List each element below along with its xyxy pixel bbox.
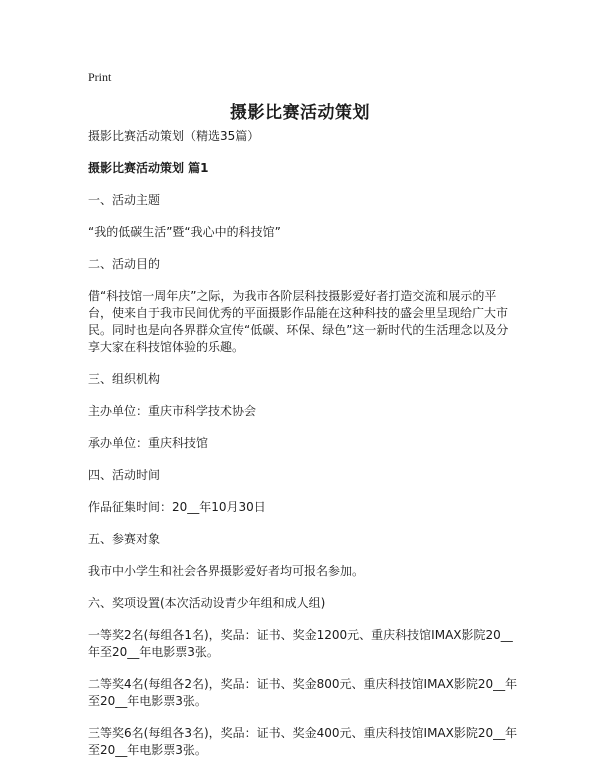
section-text: “我的低碳生活”暨“我心中的科技馆” (88, 225, 281, 239)
section-title: 四、活动时间 (88, 468, 161, 482)
section-text: 借“科技馆一周年庆”之际，为我市各阶层科技摄影爱好者打造交流和展示的平台，使来自于我市民间优秀的平面摄影作品能在这种科技的盛会里呈现给广大市民。同时也是向各界群众宣传“低碳、环保、绿色”这一新时代的生活理念以及分享大家在科技馆体验的乐趣。 (88, 289, 509, 354)
article-heading: 摄影比赛活动策划 篇1 (88, 161, 209, 175)
prize-second: 二等奖4名(每组各2名)，奖品：证书、奖金800元、重庆科技馆IMAX影院20__年至20__年电影票3张。 (88, 677, 518, 708)
organizer-text: 主办单位：重庆市科学技术协会 (88, 404, 257, 418)
section-title: 五、参赛对象 (88, 532, 161, 546)
section-title: 六、奖项设置(本次活动设青少年组和成人组) (88, 596, 326, 610)
page-title: 摄影比赛活动策划 (230, 103, 370, 123)
print-label[interactable]: Print (88, 70, 112, 84)
section-title: 二、活动目的 (88, 257, 161, 271)
deadline-text: 作品征集时间：20__年10月30日 (88, 500, 266, 514)
co-organizer-text: 承办单位：重庆科技馆 (88, 436, 209, 450)
prize-third: 三等奖6名(每组各3名)，奖品：证书、奖金400元、重庆科技馆IMAX影院20__年至20__年电影票3张。 (88, 726, 518, 757)
participants-text: 我市中小学生和社会各界摄影爱好者均可报名参加。 (88, 564, 365, 578)
section-title: 一、活动主题 (88, 193, 161, 207)
subtitle: 摄影比赛活动策划（精选35篇） (88, 129, 260, 143)
prize-first: 一等奖2名(每组各1名)，奖品：证书、奖金1200元、重庆科技馆IMAX影院20__年至20__年电影票3张。 (88, 628, 513, 659)
section-title: 三、组织机构 (88, 372, 161, 386)
document-body (88, 128, 518, 774)
